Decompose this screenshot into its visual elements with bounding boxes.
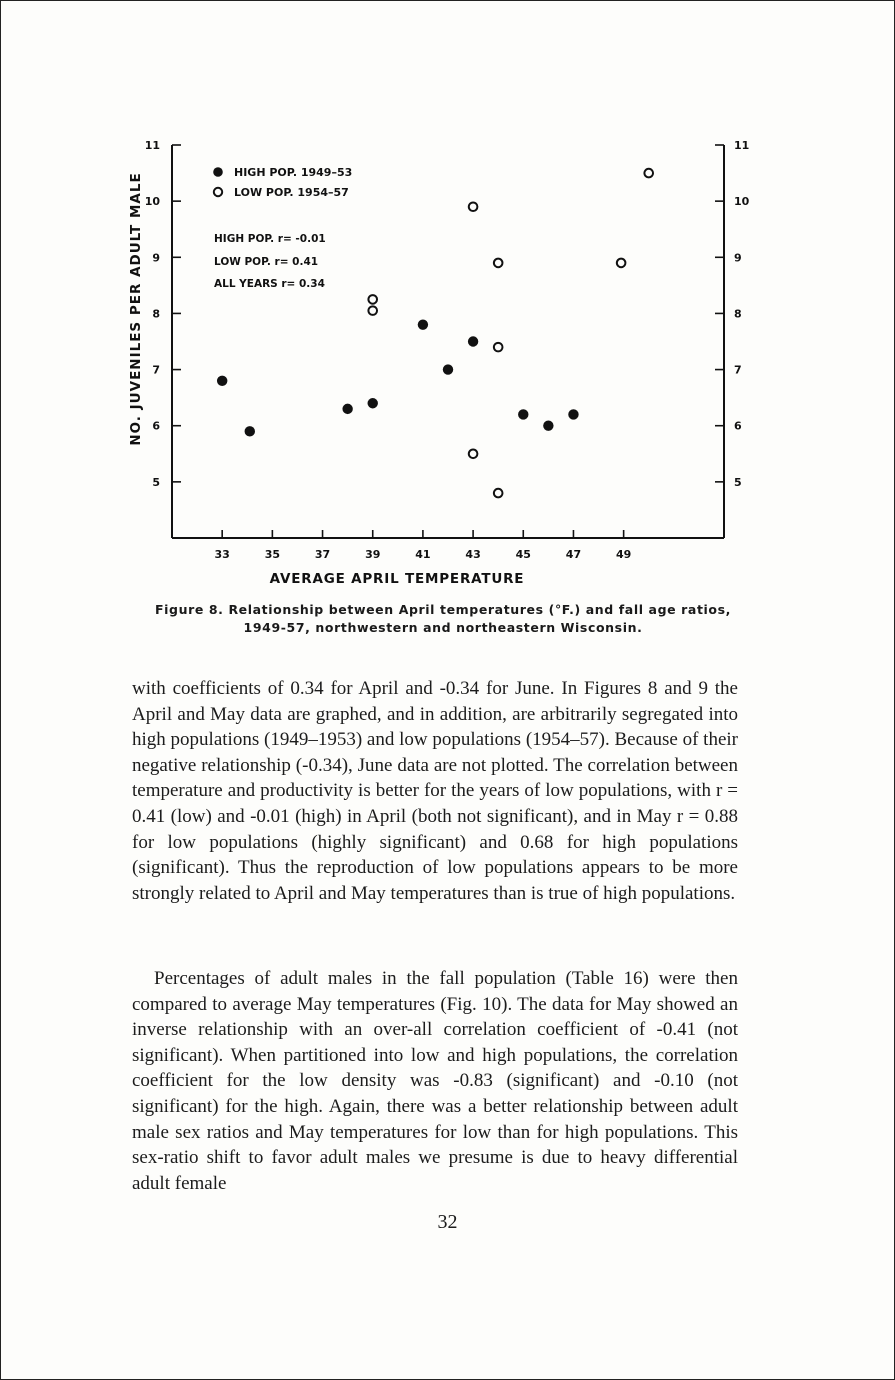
- y-tick-label-left-5: 5: [152, 475, 160, 489]
- y-tick-label-right-9: 9: [734, 251, 742, 265]
- low-pop-point-2: [469, 202, 478, 211]
- y-tick-label-left-9: 9: [152, 251, 160, 265]
- annotation-low-pop-r: LOW POP. r= 0.41: [214, 256, 319, 268]
- x-tick-label-39: 39: [365, 548, 381, 561]
- legend-label-high: HIGH POP. 1949–53: [234, 166, 353, 179]
- y-axis-label: NO. JUVENILES PER ADULT MALE: [128, 172, 144, 446]
- chart-points: [217, 169, 653, 498]
- x-axis-label: AVERAGE APRIL TEMPERATURE: [269, 571, 525, 587]
- high-pop-point-7: [518, 409, 528, 419]
- chart-ticks: [145, 139, 750, 561]
- low-pop-point-3: [469, 449, 478, 458]
- figure-caption: [128, 601, 758, 637]
- x-tick-label-33: 33: [214, 548, 230, 561]
- caption-line-2: 1949-57, northwestern and northeastern Wisconsin.: [243, 620, 643, 635]
- scatter-chart: [0, 0, 895, 600]
- x-tick-label-45: 45: [515, 548, 531, 561]
- y-tick-label-right-6: 6: [734, 419, 742, 433]
- y-tick-label-left-7: 7: [152, 363, 160, 377]
- low-pop-point-7: [644, 169, 653, 178]
- y-tick-label-right-8: 8: [734, 307, 742, 321]
- high-pop-point-8: [543, 421, 553, 431]
- page-number: 32: [437, 1211, 458, 1233]
- low-pop-point-1: [368, 306, 377, 315]
- x-tick-label-41: 41: [415, 548, 431, 561]
- body-paragraph-2: Percentages of adult males in the fall population (Table 16) were then compared to average May temperatures (Fig. 10). The data for May showed an inverse relationship with an over-all correlation coefficient of -0.41 (not significant). When partitioned into low and high populations, the correlation coefficient for the low density was -0.83 (significant) and -0.10 (not significant) for the high. Again, there was a better relationship between adult male sex ratios and May temperatures for low than for high populations. This sex-ratio shift to favor adult males we presume is due to heavy differential adult female: [132, 968, 738, 1194]
- chart-legend: [213, 166, 352, 199]
- high-pop-point-4: [418, 319, 428, 329]
- annotation-high-pop-r: HIGH POP. r= -0.01: [214, 233, 326, 245]
- x-tick-label-37: 37: [314, 548, 331, 561]
- y-tick-label-left-8: 8: [152, 307, 160, 321]
- low-pop-point-0: [368, 295, 377, 304]
- high-pop-point-1: [245, 426, 255, 436]
- x-tick-label-47: 47: [565, 548, 582, 561]
- y-tick-label-left-10: 10: [144, 195, 160, 209]
- y-tick-label-right-5: 5: [734, 475, 742, 489]
- high-pop-point-6: [468, 336, 478, 346]
- high-pop-point-0: [217, 376, 227, 386]
- high-pop-point-5: [443, 364, 453, 374]
- legend-marker-low: [214, 188, 222, 196]
- y-tick-label-right-7: 7: [734, 363, 742, 377]
- high-pop-point-3: [368, 398, 378, 408]
- x-tick-label-35: 35: [264, 548, 281, 561]
- x-tick-label-49: 49: [615, 548, 632, 561]
- low-pop-point-5: [494, 489, 503, 498]
- y-tick-label-right-10: 10: [734, 195, 750, 209]
- legend-marker-high: [213, 167, 223, 177]
- caption-line-1: Figure 8. Relationship between April temperatures (°F.) and fall age ratios,: [155, 602, 731, 617]
- annotation-all-years-r: ALL YEARS r= 0.34: [214, 278, 325, 290]
- x-tick-label-43: 43: [465, 548, 481, 561]
- correlation-annotations: [214, 233, 326, 290]
- high-pop-point-2: [342, 404, 352, 414]
- low-pop-point-8: [494, 259, 503, 268]
- low-pop-point-4: [494, 343, 503, 352]
- y-tick-label-left-6: 6: [152, 419, 160, 433]
- y-tick-label-right-11: 11: [734, 139, 750, 152]
- low-pop-point-6: [617, 259, 626, 268]
- chart-axes: [172, 145, 724, 538]
- y-tick-label-left-11: 11: [144, 139, 160, 152]
- legend-label-low: LOW POP. 1954–57: [234, 186, 349, 199]
- high-pop-point-9: [568, 409, 578, 419]
- body-paragraph-1: with coefficients of 0.34 for April and -0.34 for June. In Figures 8 and 9 the April and May data are graphed, and in addition, are arbitrarily segregated into high populations (1949–1953) and low populations (1954–57). Because of their negative relationship (-0.34), June data are not plotted. The correlation between temperature and productivity is better for the years of low populations, with r = 0.41 (low) and -0.01 (high) in April (both not significant), and in May r = 0.88 for low populations (highly significant) and 0.68 for high populations (significant). Thus the reproduction of low populations appears to be more strongly related to April and May temperatures than is true of high populations.: [132, 678, 738, 904]
